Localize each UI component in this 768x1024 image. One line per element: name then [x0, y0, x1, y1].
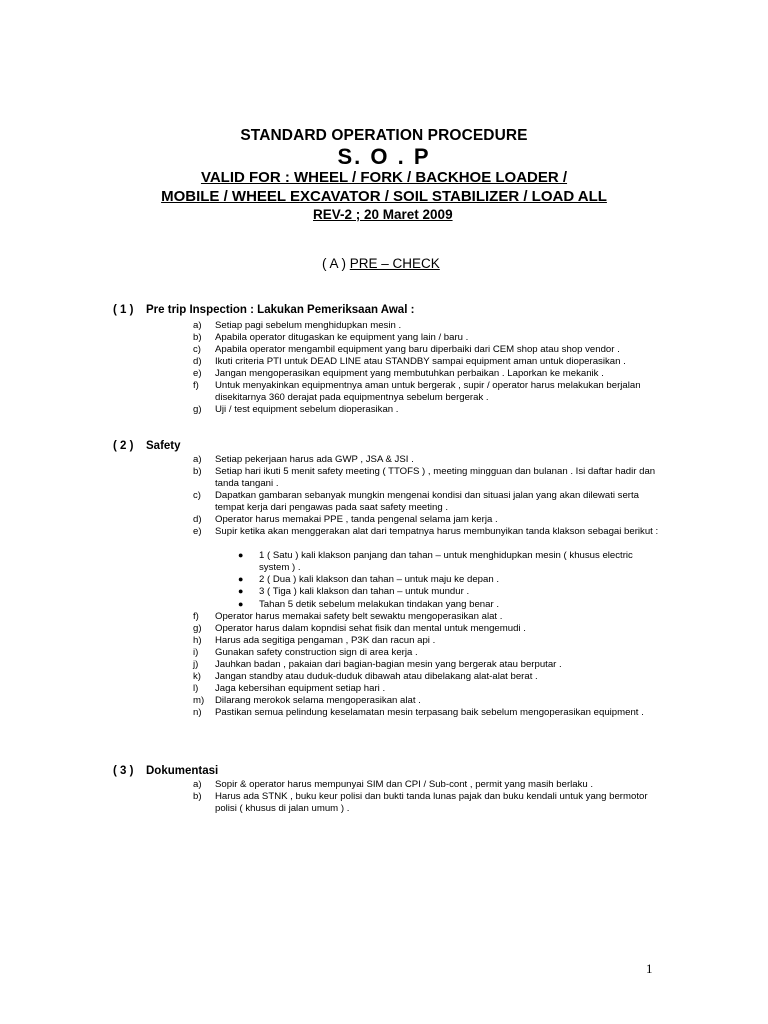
section-1-heading — [113, 304, 414, 316]
page-number: 1 — [646, 961, 653, 976]
list-item — [193, 490, 663, 514]
item-marker: j) — [193, 659, 199, 670]
item-text: Ikuti criteria PTI untuk DEAD LINE atau STANDBY sampai equipment aman untuk dioperasikan . — [215, 356, 626, 367]
item-marker: c) — [193, 344, 201, 355]
bullet-text: 1 ( Satu ) kali klakson panjang dan tahan – untuk menghidupkan mesin ( khusus electric system ) . — [259, 550, 633, 574]
item-text: Setiap pagi sebelum menghidupkan mesin . — [215, 320, 402, 331]
doc-acronym: S. O . P — [337, 144, 431, 169]
list-item — [193, 368, 663, 380]
list-item — [193, 404, 663, 416]
item-marker: b) — [193, 791, 202, 802]
revision-line: REV-2 ; 20 Maret 2009 — [313, 207, 453, 222]
item-text: Pastikan semua pelindung keselamatan mesin terpasang baik sebelum mengoperasikan equipment . — [215, 707, 644, 718]
bullet-text: 2 ( Dua ) kali klakson dan tahan – untuk maju ke depan . — [259, 574, 499, 585]
item-marker: g) — [193, 404, 202, 415]
item-marker: c) — [193, 490, 201, 501]
doc-title: STANDARD OPERATION PROCEDURE — [240, 127, 528, 144]
item-marker: a) — [193, 454, 202, 465]
item-text: Jauhkan badan , pakaian dari bagian-bagian mesin yang bergerak atau berputar . — [215, 659, 562, 670]
item-marker: i) — [193, 647, 199, 658]
list-item — [193, 356, 663, 368]
item-marker: a) — [193, 320, 202, 331]
item-text: Gunakan safety construction sign di area kerja . — [215, 647, 418, 658]
list-item — [193, 635, 663, 647]
item-text: Setiap hari ikuti 5 menit safety meeting ( TTOFS ) , meeting mingguan dan bulanan . Isi daftar hadir dan tanda tangani . — [215, 466, 656, 490]
item-marker: m) — [193, 695, 205, 706]
list-item — [193, 791, 663, 815]
valid-for-line-1: VALID FOR : WHEEL / FORK / BACKHOE LOADER / — [200, 169, 568, 186]
item-marker: f) — [193, 611, 199, 622]
item-text: Operator harus dalam kopndisi sehat fisik dan mental untuk mengemudi . — [215, 623, 526, 634]
item-text: Jangan standby atau duduk-duduk dibawah atau dibelakang alat-alat berat . — [215, 671, 538, 682]
section-title: Dokumentasi — [146, 765, 219, 777]
item-text: Operator harus memakai safety belt sewaktu mengoperasikan alat . — [215, 611, 503, 622]
item-marker: d) — [193, 514, 202, 525]
item-text: Jangan mengoperasikan equipment yang membutuhkan perbaikan . Laporkan ke mekanik . — [215, 368, 604, 379]
bullet-text: Tahan 5 detik sebelum melakukan tindakan yang benar . — [259, 599, 499, 610]
item-text: Uji / test equipment sebelum dioperasikan . — [215, 404, 399, 415]
list-item — [193, 623, 663, 635]
part-heading — [322, 256, 440, 271]
list-item — [193, 332, 663, 344]
item-marker: e) — [193, 368, 202, 379]
item-text: Supir ketika akan menggerakan alat dari tempatnya harus membunyikan tanda klakson sebagai berikut : — [215, 526, 659, 537]
bullet-dot: ● — [238, 586, 244, 596]
part-prefix: ( A ) — [322, 256, 350, 271]
item-marker: k) — [193, 671, 201, 682]
list-item — [193, 526, 663, 538]
list-item — [193, 683, 663, 695]
item-text: Harus ada segitiga pengaman , P3K dan racun api . — [215, 635, 436, 646]
item-text: Dapatkan gambaran sebanyak mungkin mengenai kondisi dan situasi jalan yang akan dilewati serta tempat kerja dari pengawas pada saat safety meeting . — [215, 490, 639, 514]
list-item — [193, 647, 663, 659]
section-number: ( 3 ) — [113, 765, 134, 777]
part-title: PRE – CHECK — [349, 256, 440, 271]
item-text: Harus ada STNK , buku keur polisi dan bukti tanda lunas pajak dan buku kendali untuk yang bermotor polisi ( khusus di jalan umum ) . — [215, 791, 648, 815]
item-text: Operator harus memakai PPE , tanda pengenal selama jam kerja . — [215, 514, 498, 525]
section-title: Pre trip Inspection : Lakukan Pemeriksaan Awal : — [146, 304, 415, 316]
item-marker: h) — [193, 635, 202, 646]
bullet-dot: ● — [238, 550, 244, 560]
bullet-text: 3 ( Tiga ) kali klakson dan tahan – untuk mundur . — [259, 586, 470, 597]
item-text: Jaga kebersihan equipment setiap hari . — [215, 683, 386, 694]
item-text: Untuk menyakinkan equipmentnya aman untuk bergerak , supir / operator harus melakukan berjalan disekitarnya 360 derajat pada equipmentnya sebelum bergerak . — [215, 380, 641, 404]
list-item — [193, 659, 663, 671]
list-item — [193, 454, 663, 466]
bullet-item — [238, 599, 658, 611]
list-item — [193, 695, 663, 707]
section-2-heading — [113, 440, 181, 452]
list-item — [193, 671, 663, 683]
item-text: Dilarang merokok selama mengoperasikan alat . — [215, 695, 421, 706]
section-number: ( 1 ) — [113, 304, 134, 316]
list-item — [193, 611, 663, 623]
section-3-heading — [113, 765, 218, 777]
list-item — [193, 380, 663, 404]
item-text: Setiap pekerjaan harus ada GWP , JSA & JSI . — [215, 454, 414, 465]
item-marker: b) — [193, 466, 202, 477]
item-text: Apabila operator mengambil equipment yang baru diperbaiki dari CEM shop atau shop vendor . — [215, 344, 620, 355]
bullet-dot: ● — [238, 574, 244, 584]
item-marker: e) — [193, 526, 202, 537]
item-marker: a) — [193, 779, 202, 790]
bullet-item — [238, 574, 658, 586]
item-marker: l) — [193, 683, 199, 694]
section-number: ( 2 ) — [113, 440, 134, 452]
bullet-item — [238, 550, 658, 574]
valid-for-line-2: MOBILE / WHEEL EXCAVATOR / SOIL STABILIZER / LOAD ALL — [161, 188, 607, 205]
item-text: Apabila operator ditugaskan ke equipment yang lain / baru . — [215, 332, 469, 343]
list-item — [193, 514, 663, 526]
item-text: Sopir & operator harus mempunyai SIM dan CPI / Sub-cont , permit yang masih berlaku . — [215, 779, 594, 790]
bullet-item — [238, 586, 658, 598]
list-item — [193, 707, 663, 719]
bullet-dot: ● — [238, 599, 244, 609]
item-marker: g) — [193, 623, 202, 634]
list-item — [193, 320, 663, 332]
item-marker: n) — [193, 707, 202, 718]
section-title: Safety — [146, 440, 181, 452]
list-item — [193, 779, 663, 791]
item-marker: b) — [193, 332, 202, 343]
list-item — [193, 344, 663, 356]
list-item — [193, 466, 663, 490]
item-marker: f) — [193, 380, 199, 391]
item-marker: d) — [193, 356, 202, 367]
